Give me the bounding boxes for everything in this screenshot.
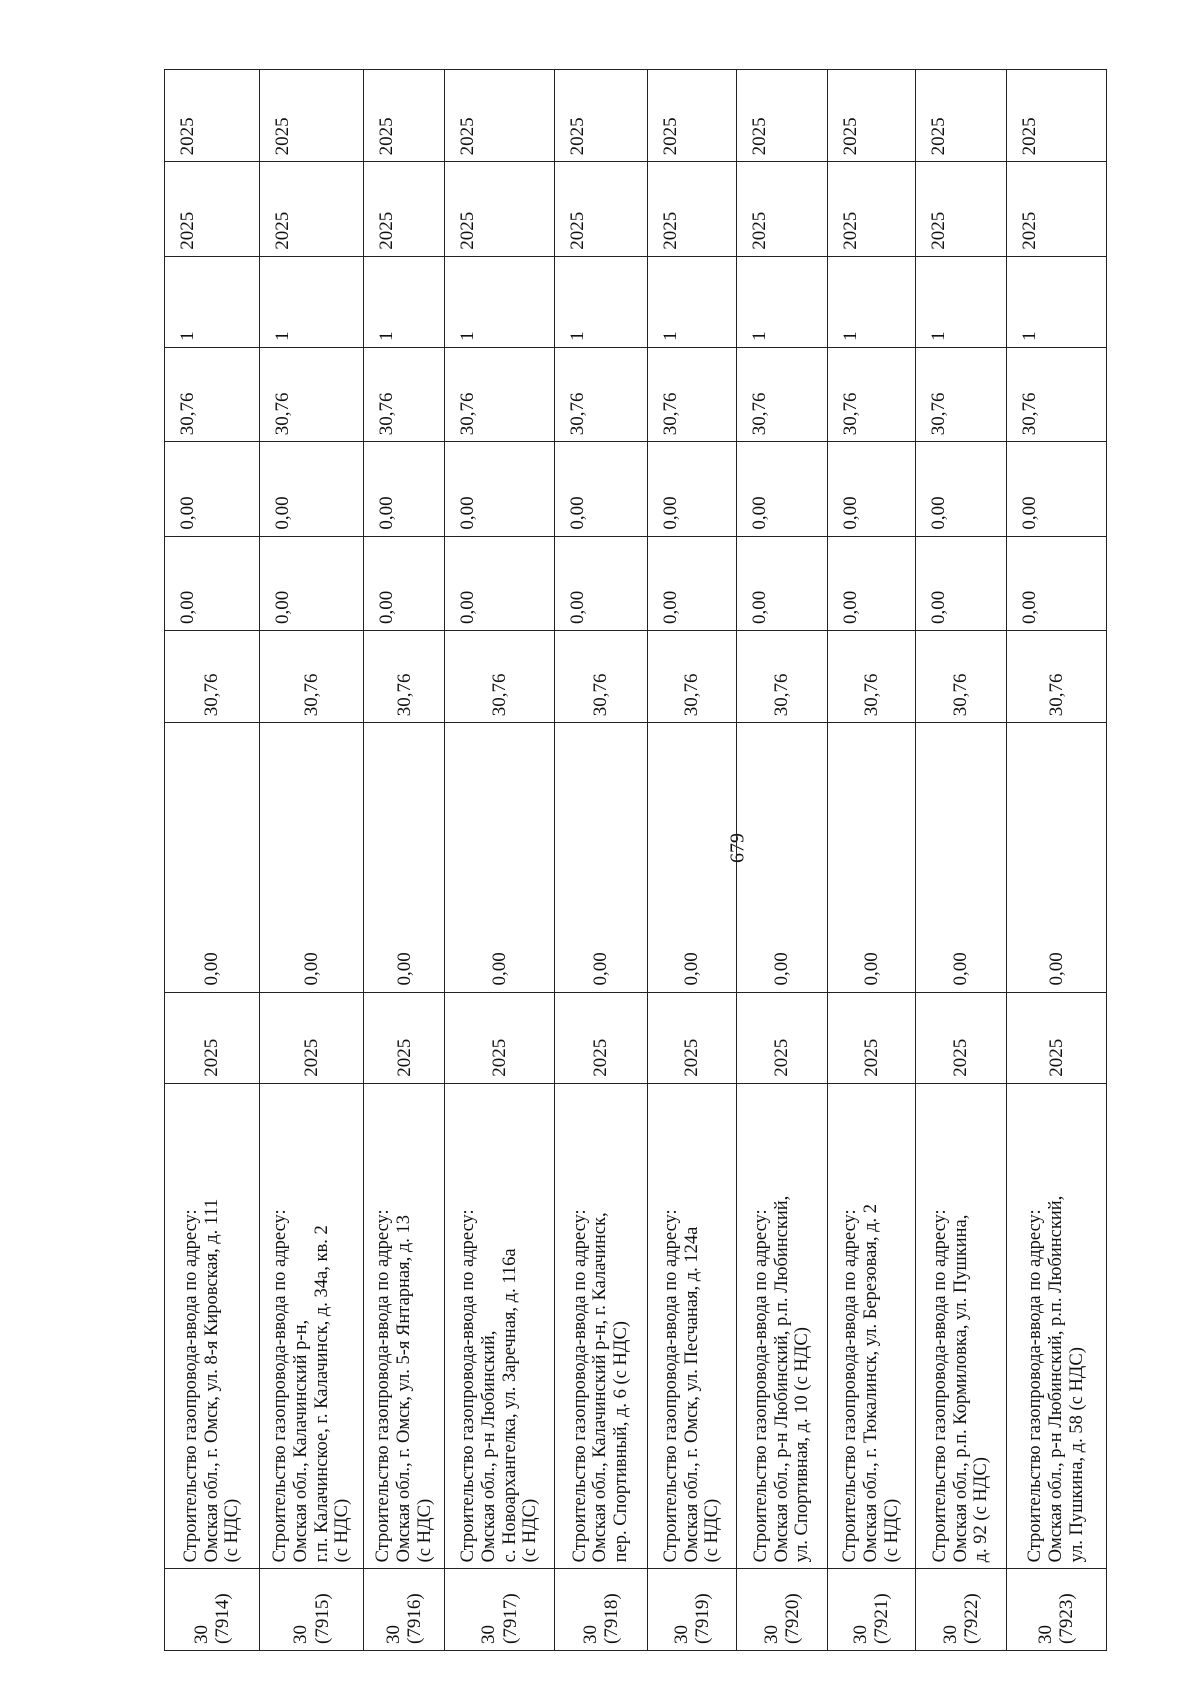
description-line: Омская обл., г. Омск, ул. 8-я Кировская, д. 111 [201, 1198, 222, 1563]
year-end-cell: 2025 [647, 70, 737, 162]
count-cell: 1 [1006, 256, 1106, 347]
value-b-cell: 30,76 [445, 630, 555, 722]
row-number: 30 [579, 1625, 601, 1644]
row-number: 30 [939, 1625, 961, 1644]
description-line: Омская обл., Калачинский р-н, г. Калачинск, [590, 1212, 611, 1563]
value-b-cell: 30,76 [554, 630, 647, 722]
row-number: 30 [850, 1625, 872, 1644]
description-line: (с НДС) [881, 1498, 902, 1563]
row-number-cell [165, 1569, 260, 1651]
count-cell: 1 [737, 256, 828, 347]
row-number: 30 [760, 1625, 782, 1644]
row-number: 30 [190, 1625, 212, 1644]
value-c-cell: 0,00 [916, 536, 1007, 630]
value-e-cell: 30,76 [445, 347, 555, 441]
description-line: Строительство газопровода-ввода по адресу: [458, 1209, 479, 1563]
year-start-cell: 2025 [445, 992, 555, 1083]
value-b-cell: 30,76 [364, 630, 445, 722]
description-line: (с НДС) [332, 1498, 353, 1563]
description-line: ул. Пушкина, д. 58 (с НДС) [1066, 1347, 1087, 1563]
value-d-cell: 0,00 [1006, 442, 1106, 536]
value-d-cell: 0,00 [916, 442, 1007, 536]
value-d-cell: 0,00 [827, 442, 915, 536]
description-line: (с НДС) [414, 1498, 435, 1563]
value-a-cell: 0,00 [165, 723, 260, 992]
year-start-cell: 2025 [1006, 992, 1106, 1083]
year-end-cell: 2025 [827, 70, 915, 162]
description-line: Строительство газопровода-ввода по адресу: [750, 1209, 771, 1563]
description-cell [259, 1083, 363, 1569]
value-c-cell: 0,00 [737, 536, 828, 630]
description-line: Строительство газопровода-ввода по адресу: [660, 1209, 681, 1563]
table-row [165, 70, 260, 1651]
value-b-cell: 30,76 [827, 630, 915, 722]
value-d-cell: 0,00 [364, 442, 445, 536]
row-number-cell [554, 1569, 647, 1651]
page-number: 679 [726, 833, 749, 863]
table-row [1006, 70, 1106, 1651]
description-line: Строительство газопровода-ввода по адресу: [840, 1209, 861, 1563]
value-c-cell: 0,00 [364, 536, 445, 630]
description-line: Омская обл., г. Омск, ул. 5-я Янтарная, д. 13 [393, 1214, 414, 1563]
year-end-cell: 2025 [916, 70, 1007, 162]
description-line: Строительство газопровода-ввода по адресу: [373, 1209, 394, 1563]
value-a-cell: 0,00 [1006, 723, 1106, 992]
table-row [916, 70, 1007, 1651]
table-row [827, 70, 915, 1651]
value-e-cell: 30,76 [364, 347, 445, 441]
value-b-cell: 30,76 [1006, 630, 1106, 722]
description-line: Строительство газопровода-ввода по адресу: [569, 1209, 590, 1563]
year-start-cell: 2025 [647, 992, 737, 1083]
row-code: (7916) [404, 1593, 426, 1644]
value-b-cell: 30,76 [737, 630, 828, 722]
year-start-cell: 2025 [916, 992, 1007, 1083]
description-cell [916, 1083, 1007, 1569]
year-plan-cell: 2025 [647, 162, 737, 256]
count-cell: 1 [827, 256, 915, 347]
description-line: Омская обл., г. Омск, ул. Песчаная, д. 124а [681, 1226, 702, 1563]
count-cell: 1 [554, 256, 647, 347]
value-c-cell: 0,00 [647, 536, 737, 630]
description-line: д. 92 (с НДС) [971, 1457, 992, 1563]
year-plan-cell: 2025 [259, 162, 363, 256]
row-code: (7918) [600, 1593, 622, 1644]
value-d-cell: 0,00 [737, 442, 828, 536]
value-e-cell: 30,76 [647, 347, 737, 441]
year-start-cell: 2025 [259, 992, 363, 1083]
table-row [259, 70, 363, 1651]
value-e-cell: 30,76 [259, 347, 363, 441]
value-c-cell: 0,00 [259, 536, 363, 630]
row-code: (7923) [1056, 1593, 1078, 1644]
row-code: (7914) [211, 1593, 233, 1644]
description-line: Строительство газопровода-ввода по адресу: [1025, 1209, 1046, 1563]
row-code: (7921) [871, 1593, 893, 1644]
value-a-cell: 0,00 [364, 723, 445, 992]
year-start-cell: 2025 [364, 992, 445, 1083]
year-end-cell: 2025 [554, 70, 647, 162]
description-line: Строительство газопровода-ввода по адресу: [270, 1209, 291, 1563]
value-a-cell: 0,00 [737, 723, 828, 992]
description-cell [827, 1083, 915, 1569]
value-d-cell: 0,00 [647, 442, 737, 536]
value-d-cell: 0,00 [554, 442, 647, 536]
year-plan-cell: 2025 [916, 162, 1007, 256]
year-end-cell: 2025 [737, 70, 828, 162]
value-e-cell: 30,76 [737, 347, 828, 441]
year-plan-cell: 2025 [364, 162, 445, 256]
description-cell [647, 1083, 737, 1569]
count-cell: 1 [916, 256, 1007, 347]
count-cell: 1 [165, 256, 260, 347]
description-line: Омская обл., р-н Любинский, [478, 1330, 499, 1563]
count-cell: 1 [259, 256, 363, 347]
value-a-cell: 0,00 [827, 723, 915, 992]
value-a-cell: 0,00 [259, 723, 363, 992]
description-line: с. Новоархангелка, ул. Заречная, д. 116а [499, 1248, 520, 1563]
row-number: 30 [478, 1625, 500, 1644]
description-line: ул. Спортивная, д. 10 (с НДС) [792, 1327, 813, 1563]
value-d-cell: 0,00 [445, 442, 555, 536]
row-number: 30 [382, 1625, 404, 1644]
row-number-cell [737, 1569, 828, 1651]
value-c-cell: 0,00 [165, 536, 260, 630]
value-c-cell: 0,00 [445, 536, 555, 630]
value-e-cell: 30,76 [554, 347, 647, 441]
row-number-cell [259, 1569, 363, 1651]
row-code: (7919) [691, 1593, 713, 1644]
description-line: Омская обл., р-н Любинский, р.п. Любинский, [771, 1195, 792, 1563]
row-code: (7920) [781, 1593, 803, 1644]
year-start-cell: 2025 [554, 992, 647, 1083]
value-b-cell: 30,76 [916, 630, 1007, 722]
description-line: Омская обл., р.п. Кормиловка, ул. Пушкина, [950, 1214, 971, 1563]
description-line: (с НДС) [222, 1498, 243, 1563]
table-row [647, 70, 737, 1651]
description-cell [445, 1083, 555, 1569]
description-line: г.п. Калачинское, г. Калачинск, д. 34а, кв. 2 [311, 1225, 332, 1563]
year-start-cell: 2025 [737, 992, 828, 1083]
value-c-cell: 0,00 [554, 536, 647, 630]
description-cell [554, 1083, 647, 1569]
value-e-cell: 30,76 [916, 347, 1007, 441]
year-end-cell: 2025 [364, 70, 445, 162]
description-line: Омская обл., р-н Любинский, р.п. Любинский, [1046, 1195, 1067, 1563]
value-b-cell: 30,76 [165, 630, 260, 722]
year-end-cell: 2025 [1006, 70, 1106, 162]
value-c-cell: 0,00 [827, 536, 915, 630]
value-e-cell: 30,76 [827, 347, 915, 441]
description-line: Строительство газопровода-ввода по адресу: [929, 1209, 950, 1563]
value-a-cell: 0,00 [445, 723, 555, 992]
description-line: Омская обл., г. Тюкалинск, ул. Березовая, д. 2 [861, 1203, 882, 1563]
row-number-cell [647, 1569, 737, 1651]
row-code: (7915) [311, 1593, 333, 1644]
description-cell [364, 1083, 445, 1569]
table-row [445, 70, 555, 1651]
row-number-cell [1006, 1569, 1106, 1651]
year-plan-cell: 2025 [554, 162, 647, 256]
row-number-cell [445, 1569, 555, 1651]
row-number: 30 [290, 1625, 312, 1644]
description-line: (с НДС) [520, 1498, 541, 1563]
year-plan-cell: 2025 [445, 162, 555, 256]
description-line: Омская обл., Калачинский р-н, [290, 1319, 311, 1563]
value-a-cell: 0,00 [647, 723, 737, 992]
investment-program-table [164, 69, 1107, 1651]
year-plan-cell: 2025 [827, 162, 915, 256]
table-row [554, 70, 647, 1651]
value-a-cell: 0,00 [554, 723, 647, 992]
table-row [737, 70, 828, 1651]
table-body [165, 70, 1107, 1651]
year-plan-cell: 2025 [165, 162, 260, 256]
row-number-cell [364, 1569, 445, 1651]
row-code: (7917) [499, 1593, 521, 1644]
year-start-cell: 2025 [827, 992, 915, 1083]
value-d-cell: 0,00 [165, 442, 260, 536]
row-code: (7922) [960, 1593, 982, 1644]
row-number: 30 [1035, 1625, 1057, 1644]
table-container [164, 69, 1107, 1651]
description-line: пер. Спортивный, д. 6 (с НДС) [611, 1321, 632, 1563]
value-a-cell: 0,00 [916, 723, 1007, 992]
year-end-cell: 2025 [445, 70, 555, 162]
year-end-cell: 2025 [165, 70, 260, 162]
row-number: 30 [670, 1625, 692, 1644]
count-cell: 1 [647, 256, 737, 347]
count-cell: 1 [364, 256, 445, 347]
year-plan-cell: 2025 [1006, 162, 1106, 256]
description-cell [165, 1083, 260, 1569]
count-cell: 1 [445, 256, 555, 347]
value-c-cell: 0,00 [1006, 536, 1106, 630]
table-row [364, 70, 445, 1651]
year-start-cell: 2025 [165, 992, 260, 1083]
row-number-cell [916, 1569, 1007, 1651]
value-e-cell: 30,76 [165, 347, 260, 441]
value-d-cell: 0,00 [259, 442, 363, 536]
description-line: Строительство газопровода-ввода по адресу: [180, 1209, 201, 1563]
description-cell [1006, 1083, 1106, 1569]
value-b-cell: 30,76 [259, 630, 363, 722]
year-end-cell: 2025 [259, 70, 363, 162]
description-line: (с НДС) [702, 1498, 723, 1563]
row-number-cell [827, 1569, 915, 1651]
description-cell [737, 1083, 828, 1569]
value-e-cell: 30,76 [1006, 347, 1106, 441]
year-plan-cell: 2025 [737, 162, 828, 256]
value-b-cell: 30,76 [647, 630, 737, 722]
